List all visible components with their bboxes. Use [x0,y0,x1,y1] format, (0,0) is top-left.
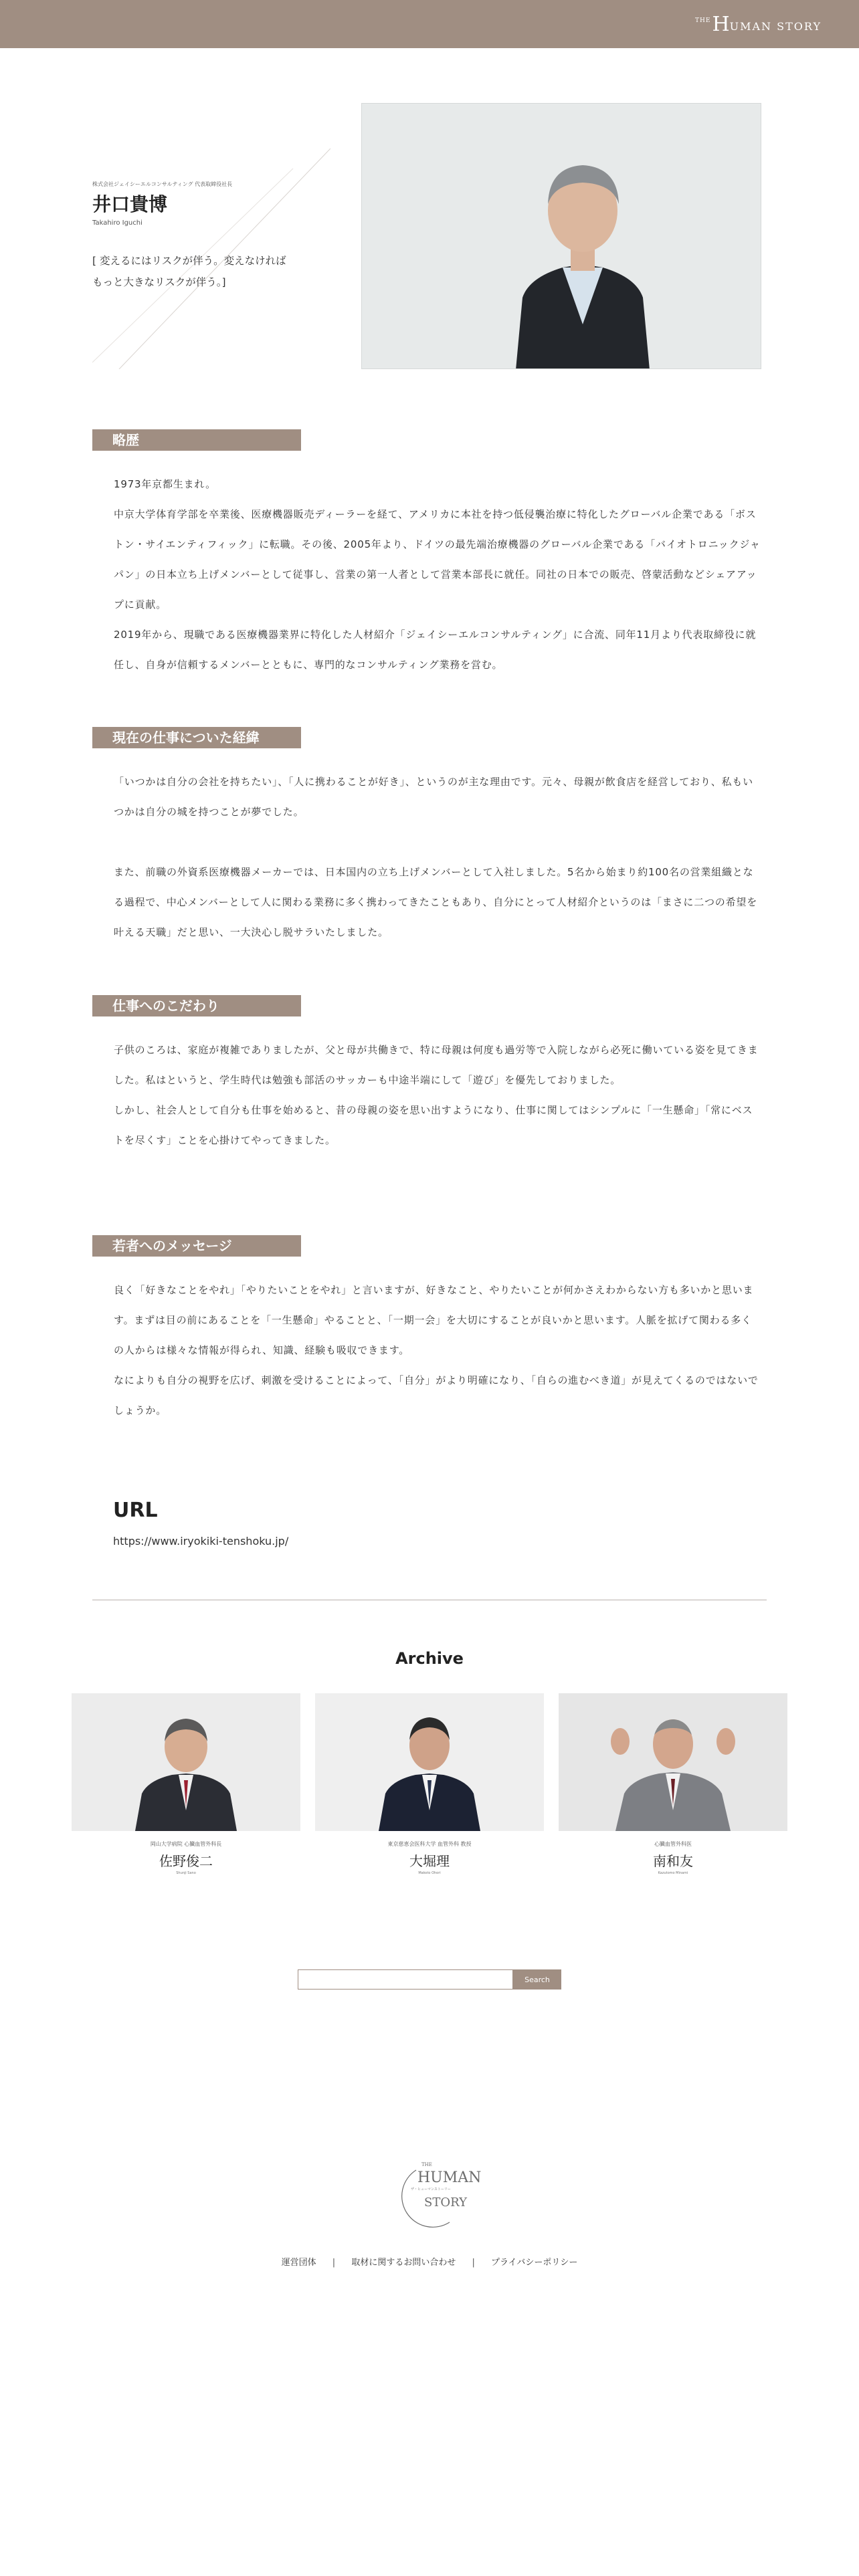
archive-card-roman: Makoto Ohori [418,1871,441,1875]
section-title-message: 若者へのメッセージ [92,1235,301,1257]
paragraph: なによりも自分の視野を広げ、刺激を受けることによって、「自分」がより明確になり、「自らの進むべき道」が見えてくるのではないでしょうか。 [114,1374,759,1416]
logo-the: THE [695,17,711,24]
company-url-link[interactable]: https://www.iryokiki-tenshoku.jp/ [113,1535,289,1547]
paragraph: 「いつかは自分の会社を持ちたい」、「人に携わることが好き」、というのが主な理由です。元々、母親が飲食店を経営しており、私もいつかは自分の城を持つことが夢でした。 [114,776,753,818]
footer-link-privacy[interactable]: プライバシーポリシー [491,2258,578,2268]
paragraph: 良く「好きなことをやれ」「やりたいことをやれ」と言いますが、好きなこと、やりたいことが何かさえわからない方も多いかと思います。まずは目の前にあることを「一生懸命」やることと、「一期一会」を大切にすることが良いかと思います。人脈を拡げて関わる多くの人からは様々な情報が得られ、知識、経験も吸収できます。 [114,1284,754,1356]
footer-logo[interactable] [376,2150,483,2230]
quote-line-2: もっと大きなリスクが伴う。] [92,276,226,288]
footer-separator: | [332,2258,336,2268]
profile-company: 株式会社ジェイシーエルコンサルティング 代表取締役社長 [92,181,233,187]
section-body-commitment [92,1035,761,1156]
site-header [0,0,859,48]
profile-hero [0,48,859,396]
archive-card-org: 心臓血管外科医 [654,1841,692,1847]
section-message [92,1235,761,1426]
quote-line-1: [ 変えるにはリスクが伴う。変えなければ [92,255,286,267]
footer-logo-mark [376,2150,483,2230]
archive-heading: Archive [395,1649,464,1668]
section-body-current-work [92,767,761,948]
archive-card-roman: Shunji Sano [176,1871,196,1875]
profile-name: 井口貴博 [92,193,168,215]
footer-link-contact[interactable]: 取材に関するお問い合わせ [351,2258,456,2268]
paragraph: 子供のころは、家庭が複雑でありましたが、父と母が共働きで、特に母親は何度も過労等で入院しながら必死に働いている姿を見てきました。私はというと、学生時代は勉強も部活のサッカーも中途半端にして「遊び」を優先しておりました。 [114,1044,759,1086]
header-logo[interactable] [695,15,822,35]
archive-card-photo[interactable] [559,1693,787,1831]
paragraph: 2019年から、現職である医療機器業界に特化した人材紹介「ジェイシーエルコンサルティング」に合流、同年11月より代表取締役に就任し、自身が信頼するメンバーとともに、専門的なコンサルティング業務を営む。 [114,629,757,671]
logo-h: H [712,13,730,36]
search-input[interactable] [298,1969,513,1990]
footer-logo-human: HUMAN [417,2169,482,2186]
section-body-career [92,469,761,680]
url-heading: URL [113,1499,158,1522]
paragraph: また、前職の外資系医療機器メーカーでは、日本国内の立ち上げメンバーとして入社しました。5名から始まり約100名の営業組織となる過程で、中心メンバーとして人に関わる業務に多く携わってきたこともあり、自分にとって人材紹介というのは「まさに二つの希望を叶える天職」だと思い、一大決心し脱サラいたしました。 [114,866,758,938]
profile-photo [361,103,761,369]
archive-card-photo[interactable] [72,1693,300,1831]
footer-separator: | [472,2258,475,2268]
archive-card-photo[interactable] [315,1693,544,1831]
footer-logo-the: THE [421,2162,432,2167]
archive-card[interactable] [559,1693,787,1881]
footer-links [0,2255,859,2268]
archive-card-roman: Kazutomo Minami [658,1871,688,1875]
archive-card[interactable] [72,1693,300,1881]
archive-card-org: 岡山大学病院 心臓血管外科長 [150,1841,222,1847]
section-commitment [92,995,761,1156]
footer-link-organization[interactable]: 運営団体 [281,2258,316,2268]
footer-logo-story: STORY [424,2195,467,2210]
section-body-message [92,1275,761,1426]
paragraph: 中京大学体育学部を卒業後、医療機器販売ディーラーを経て、アメリカに本社を持つ低侵襲治療に特化したグローバル企業である「ボストン・サイエンティフィック」に転職。その後、2005年より、ドイツの最先端治療機器のグローバル企業である「バイオトロニックジャパン」の日本立ち上げメンバーとして従事し、営業の第一人者として営業本部長に就任。同社の日本での販売、啓蒙活動などシェアアップに貢献。 [114,508,761,611]
archive-card-org: 東京慈恵会医科大学 血管外科 教授 [387,1841,472,1847]
search-button[interactable]: Search [513,1969,561,1990]
profile-roman-name: Takahiro Iguchi [92,219,142,227]
footer-logo-sub: ザ・ヒューマンストーリー [411,2187,451,2191]
archive-card-name[interactable]: 佐野俊二 [159,1853,213,1869]
section-title-commitment: 仕事へのこだわり [92,995,301,1016]
section-title-career: 略歴 [92,429,301,451]
section-title-current-work: 現在の仕事についた経緯 [92,727,301,748]
section-current-work [92,727,761,948]
profile-quote [92,250,313,293]
paragraph: 1973年京都生まれ。 [114,478,216,490]
logo-rest: UMAN STORY [729,20,822,33]
archive-card-name[interactable]: 大堀理 [409,1853,450,1869]
archive-card[interactable] [315,1693,544,1881]
section-career [92,429,761,680]
paragraph: しかし、社会人として自分も仕事を始めると、昔の母親の姿を思い出すようになり、仕事に関してはシンプルに「一生懸命」「常にベストを尽くす」ことを心掛けてやってきました。 [114,1104,753,1146]
archive-card-name[interactable]: 南和友 [653,1853,693,1869]
